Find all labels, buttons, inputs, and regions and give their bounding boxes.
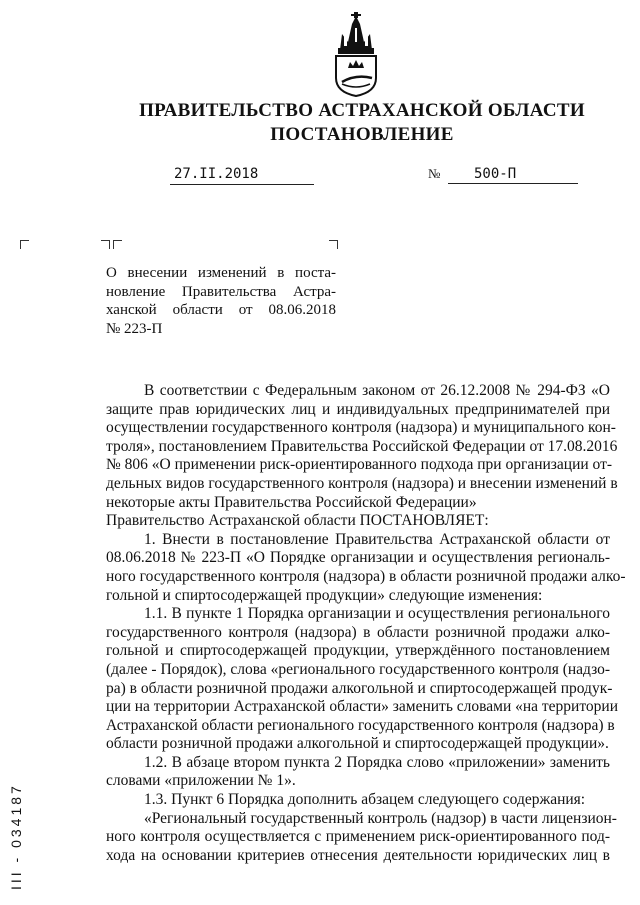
corner-mark	[20, 240, 29, 249]
body-line: № 806 «О применении риск-ориентированного подхода при организации от-	[106, 456, 613, 474]
document-number-block	[428, 166, 578, 184]
body-line: ного государственного контроля (надзора) в области розничной продажи алко-	[106, 567, 626, 585]
document-number: 500-П	[448, 166, 578, 184]
serial-number-stamp	[8, 740, 28, 890]
body-line: 1.3. Пункт 6 Порядка дополнить абзацем следующего содержания:	[144, 791, 586, 809]
body-line: ра) в области розничной продажи алкогольной и спиртосодержащей продук-	[106, 679, 613, 697]
body-line: 1.1. В пункте 1 Порядка организации и осуществления регионального	[144, 605, 610, 623]
body-line: гольной и спиртосодержащей продукции, утверждённого постановлением	[106, 642, 610, 660]
body-line: области розничной продажи алкогольной и спиртосодержащей продукции».	[106, 735, 609, 753]
corner-mark	[329, 240, 338, 249]
body-line: троля», постановлением Правительства Российской Федерации от 17.08.2016	[106, 437, 618, 455]
body-line: словами «приложении № 1».	[106, 772, 296, 790]
body-line: осуществлении государственного контроля (надзора) и муниципального кон-	[106, 419, 616, 437]
coat-of-arms-emblem	[328, 12, 384, 98]
body-line: защите прав юридических лиц и индивидуальных предпринимателей при	[106, 400, 610, 418]
body-line: государственного контроля (надзора) в области розничной продажи алко-	[106, 623, 610, 641]
body-line: «Региональный государственный контроль (надзор) в части лицензион-	[144, 809, 617, 827]
body-line: ции на территории Астраханской области» заменить словами «на территории	[106, 698, 619, 716]
document-body	[106, 382, 626, 865]
subject-line: О внесении изменений в поста-	[106, 265, 336, 281]
corner-mark	[101, 240, 110, 249]
body-line: хода на основании критериев отнесения деятельности юридических лиц в	[106, 846, 610, 864]
subject-line: № 223-П	[106, 320, 163, 337]
body-line: дельных видов государственного контроля (надзора) и внесении изменений в	[106, 474, 618, 492]
serial-number: III - 034187	[8, 783, 24, 890]
document-type-title: ПОСТАНОВЛЕНИЕ	[270, 124, 454, 145]
body-line: В соответствии с Федеральным законом от 26.12.2008 № 294-ФЗ «О	[144, 382, 610, 399]
body-line: Правительство Астраханской области ПОСТАНОВЛЯЕТ:	[106, 512, 489, 530]
subject-line: новление Правительства Астра-	[106, 283, 336, 300]
corner-mark	[113, 240, 122, 249]
subject-line: ханской области от 08.06.2018	[106, 302, 336, 318]
document-date: 27.II.2018	[170, 166, 314, 185]
body-line: 1. Внести в постановление Правительства Астраханской области от	[144, 530, 610, 548]
body-line: Астраханской области регионального государственного контроля (надзора) в	[106, 716, 615, 734]
body-line: некоторые акты Правительства Российской Федерации»	[106, 493, 477, 511]
body-line: 1.2. В абзаце втором пункта 2 Порядка слово «приложении» заменить	[144, 753, 610, 771]
body-line: (далее - Порядок), слова «регионального государственного контроля (надзо-	[106, 660, 611, 678]
body-line: гольной и спиртосодержащей продукции» следующие изменения:	[106, 586, 543, 604]
document-subject	[106, 264, 336, 338]
body-line: ного контроля осуществляется с применением риск-ориентированного под-	[106, 828, 610, 846]
body-line: 08.06.2018 № 223-П «О Порядке организации и осуществления региональ-	[106, 549, 610, 567]
government-title: ПРАВИТЕЛЬСТВО АСТРАХАНСКОЙ ОБЛАСТИ	[139, 100, 585, 121]
number-sign: №	[428, 166, 441, 181]
